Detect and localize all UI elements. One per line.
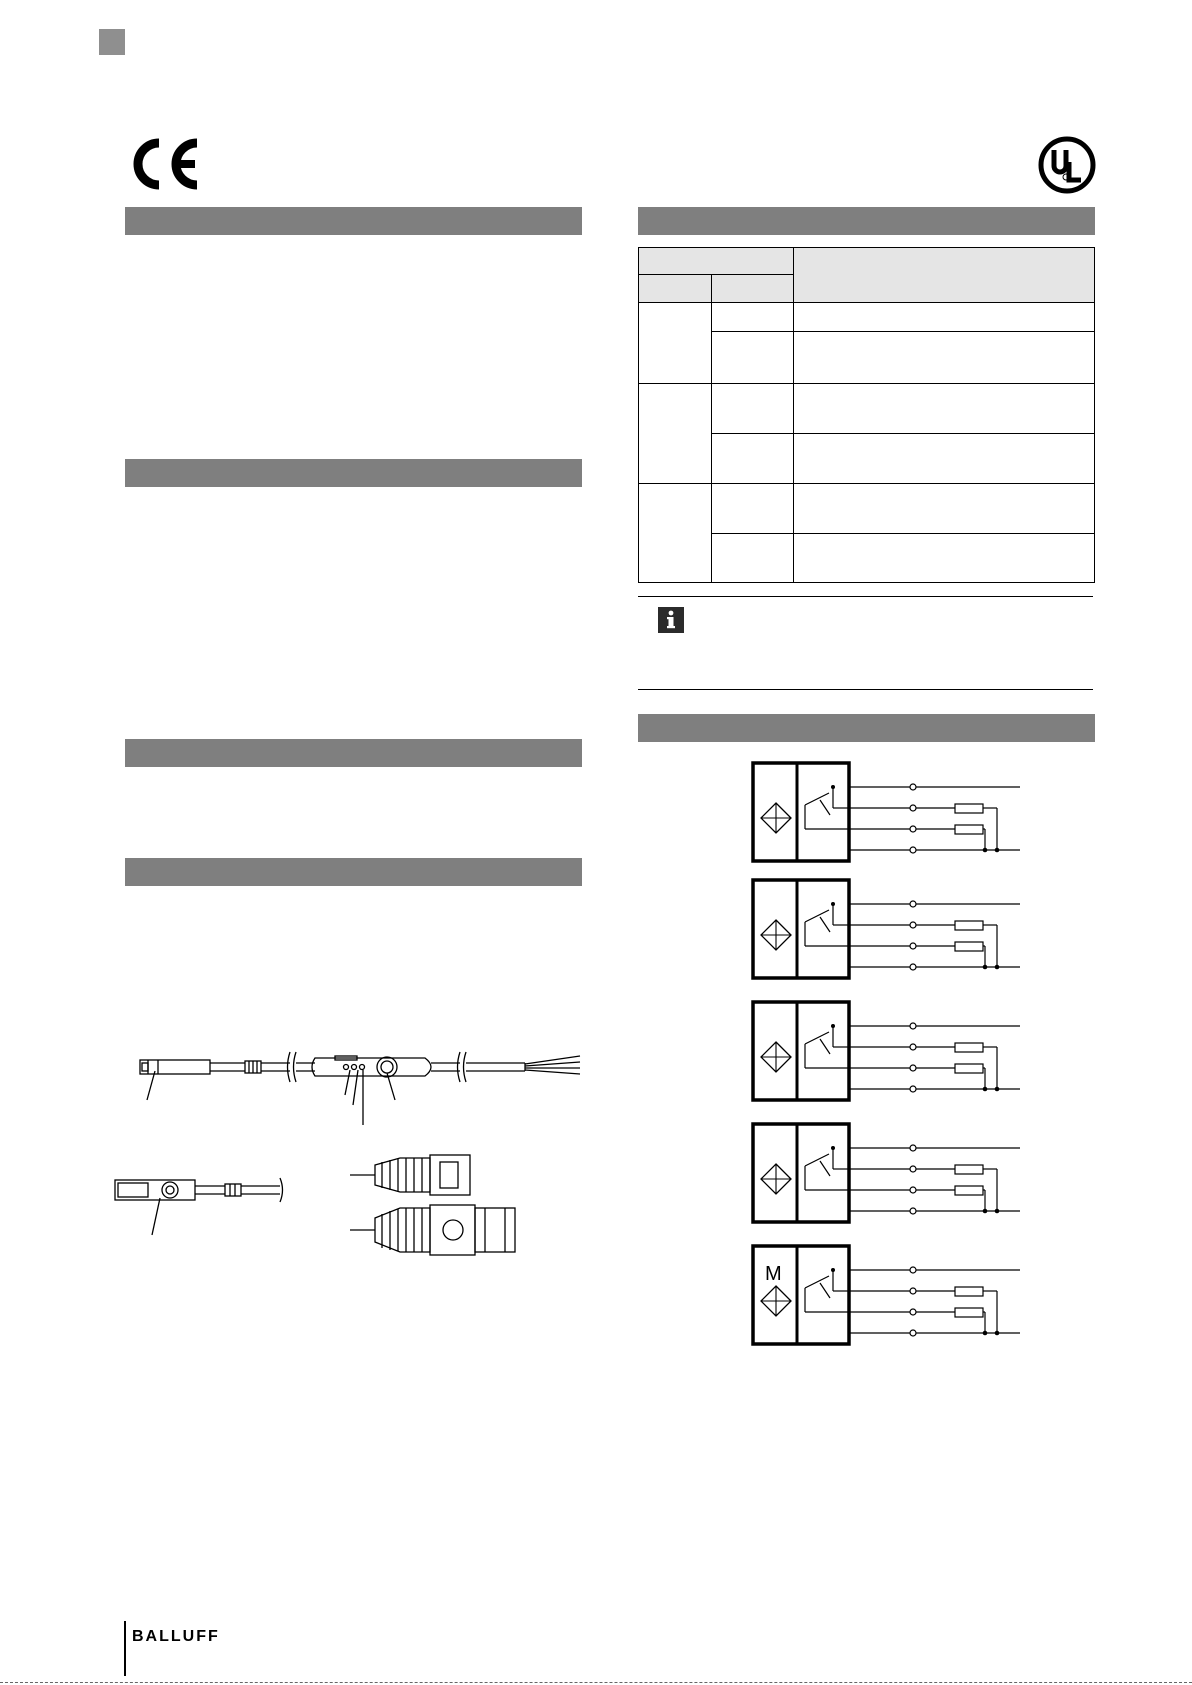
- section-bar-3: [125, 739, 582, 767]
- corner-square-icon: [99, 29, 125, 55]
- section-bar-6: [638, 714, 1095, 742]
- note-rule-bottom: [638, 689, 1093, 690]
- section-bar-2: [125, 459, 582, 487]
- section-bar-4: [125, 858, 582, 886]
- data-table: [638, 247, 1095, 583]
- note-rule-top: [638, 596, 1093, 597]
- diagram-m-label: M: [765, 1263, 782, 1285]
- ce-mark-icon: [127, 135, 201, 193]
- wiring-diagrams: [745, 760, 1025, 1360]
- bottom-cut-line: [0, 1682, 1192, 1683]
- section-bar-5: [638, 207, 1095, 235]
- footer-rule: [124, 1621, 126, 1676]
- sensor-connector-illustration: [110, 1150, 550, 1265]
- ul-mark-icon: [1037, 136, 1097, 194]
- section-bar-1: [125, 207, 582, 235]
- brand-logo: BALLUFF: [132, 1628, 220, 1645]
- info-icon: [658, 607, 684, 633]
- sensor-cable-illustration: [125, 1040, 585, 1135]
